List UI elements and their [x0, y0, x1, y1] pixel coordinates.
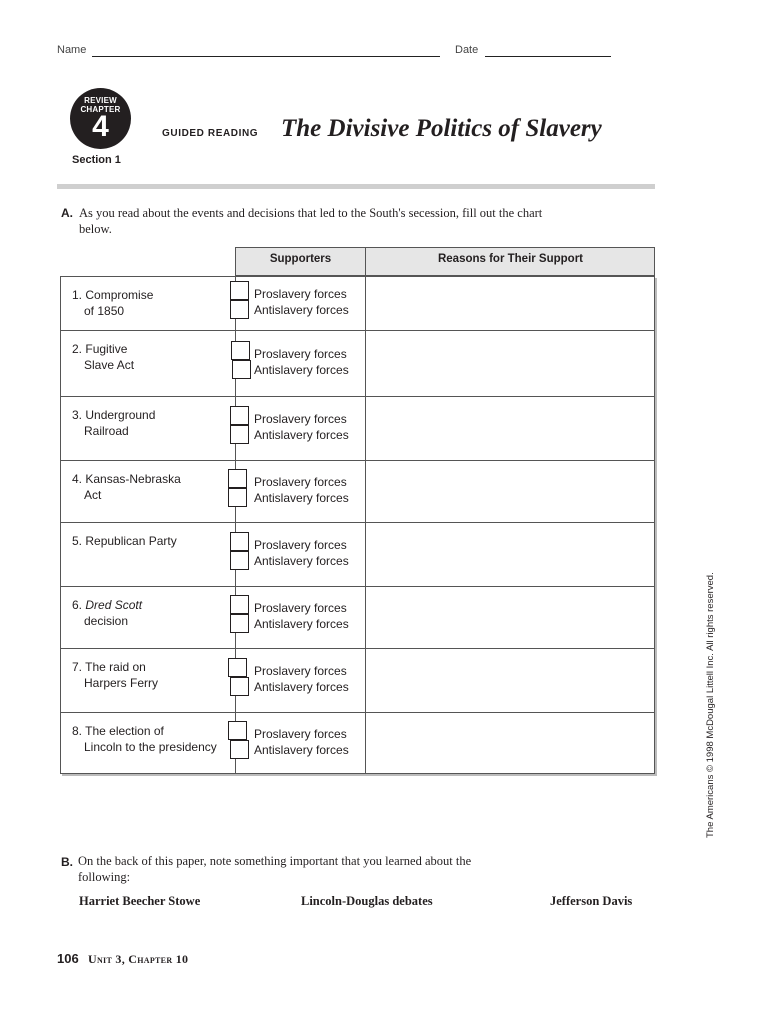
- proslavery-checkbox[interactable]: [230, 595, 249, 614]
- page-title: The Divisive Politics of Slavery: [281, 115, 602, 142]
- event-label: [72, 407, 155, 439]
- proslavery-option-label: Proslavery forces: [254, 287, 347, 301]
- event-number: 4.: [72, 472, 83, 486]
- badge-number: 4: [92, 110, 109, 143]
- proslavery-option-label: Proslavery forces: [254, 347, 347, 361]
- event-number: 1.: [72, 288, 83, 302]
- proslavery-checkbox[interactable]: [228, 469, 247, 488]
- event-label: [72, 533, 177, 549]
- reasons-answer-cell[interactable]: [366, 587, 654, 647]
- event-number: 6.: [72, 598, 83, 612]
- event-name-line1: Compromise: [85, 288, 154, 302]
- antislavery-option-label: Antislavery forces: [254, 680, 349, 694]
- event-label: [72, 597, 142, 629]
- name-field[interactable]: [92, 56, 440, 57]
- event-label: [72, 287, 153, 319]
- event-name-line1: The election of: [85, 724, 164, 738]
- proslavery-option-label: Proslavery forces: [254, 727, 347, 741]
- proslavery-option-label: Proslavery forces: [254, 475, 347, 489]
- reasons-answer-cell[interactable]: [366, 713, 654, 773]
- reasons-answer-cell[interactable]: [366, 331, 654, 395]
- antislavery-checkbox[interactable]: [230, 614, 249, 633]
- antislavery-checkbox[interactable]: [230, 740, 249, 759]
- badge-chapter: CHAPTER: [80, 105, 121, 114]
- event-name-line2: Railroad: [84, 424, 129, 438]
- name-label: Name: [57, 44, 87, 56]
- date-label: Date: [455, 44, 479, 56]
- header-reasons: Reasons for Their Support: [437, 253, 584, 265]
- event-name-line1: Fugitive: [85, 342, 128, 356]
- event-name-line2: decision: [84, 614, 129, 628]
- reasons-answer-cell[interactable]: [366, 523, 654, 585]
- reasons-answer-cell[interactable]: [366, 277, 654, 329]
- event-number: 3.: [72, 408, 83, 422]
- event-label: [72, 659, 158, 691]
- copyright-notice: The Americans © 1998 McDougal Littell Inc. All rights reserved.: [705, 572, 716, 838]
- proslavery-checkbox[interactable]: [228, 658, 247, 677]
- part-b-instructions: On the back of this paper, note something important that you learned about the following:: [78, 854, 472, 884]
- event-name-line2: of 1850: [84, 304, 125, 318]
- antislavery-option-label: Antislavery forces: [254, 303, 349, 317]
- header-supporters: Supporters: [269, 253, 332, 265]
- event-label: [72, 471, 181, 503]
- antislavery-option-label: Antislavery forces: [254, 363, 349, 377]
- event-name-line2: Lincoln to the presidency: [84, 740, 217, 754]
- event-name-line1: Republican Party: [85, 534, 177, 548]
- section-label: Section 1: [72, 154, 121, 166]
- badge-review: REVIEW: [84, 96, 117, 105]
- topic-stowe: Harriet Beecher Stowe: [79, 894, 201, 908]
- proslavery-checkbox[interactable]: [230, 406, 249, 425]
- proslavery-checkbox[interactable]: [228, 721, 247, 740]
- event-name-line1: Underground: [85, 408, 156, 422]
- antislavery-checkbox[interactable]: [228, 488, 247, 507]
- topic-jefferson-davis: Jefferson Davis: [550, 894, 633, 908]
- event-name-line2: Act: [84, 488, 102, 502]
- event-number: 2.: [72, 342, 83, 356]
- antislavery-checkbox[interactable]: [232, 360, 251, 379]
- event-number: 7.: [72, 660, 83, 674]
- event-number: 8.: [72, 724, 83, 738]
- antislavery-option-label: Antislavery forces: [254, 617, 349, 631]
- proslavery-option-label: Proslavery forces: [254, 601, 347, 615]
- event-label: [72, 723, 217, 755]
- antislavery-option-label: Antislavery forces: [254, 491, 349, 505]
- part-b-letter: B.: [61, 855, 73, 869]
- reasons-answer-cell[interactable]: [366, 397, 654, 459]
- antislavery-checkbox[interactable]: [230, 551, 249, 570]
- antislavery-checkbox[interactable]: [230, 300, 249, 319]
- date-field[interactable]: [485, 56, 611, 57]
- proslavery-checkbox[interactable]: [230, 532, 249, 551]
- antislavery-option-label: Antislavery forces: [254, 428, 349, 442]
- antislavery-checkbox[interactable]: [230, 425, 249, 444]
- antislavery-option-label: Antislavery forces: [254, 554, 349, 568]
- reasons-answer-cell[interactable]: [366, 649, 654, 711]
- proslavery-option-label: Proslavery forces: [254, 664, 347, 678]
- part-a-letter: A.: [61, 206, 73, 220]
- event-name-line2: Slave Act: [84, 358, 135, 372]
- proslavery-checkbox[interactable]: [231, 341, 250, 360]
- header-rule: [57, 184, 655, 189]
- event-name-line2: Harpers Ferry: [84, 676, 159, 690]
- proslavery-option-label: Proslavery forces: [254, 538, 347, 552]
- antislavery-checkbox[interactable]: [230, 677, 249, 696]
- guided-reading-label: GUIDED READING: [162, 128, 259, 139]
- reasons-answer-cell[interactable]: [366, 461, 654, 521]
- chapter-badge: [70, 88, 131, 149]
- event-label: [72, 341, 134, 373]
- event-name-line1: Kansas-Nebraska: [85, 472, 181, 486]
- event-number: 5.: [72, 534, 83, 548]
- unit-chapter-label: Unit 3, Chapter 10: [88, 952, 189, 966]
- proslavery-checkbox[interactable]: [230, 281, 249, 300]
- part-a-instructions: As you read about the events and decisions that led to the South's secession, fill out the chart below.: [79, 206, 543, 236]
- proslavery-option-label: Proslavery forces: [254, 412, 347, 426]
- event-name-line1: The raid on: [85, 660, 146, 674]
- page-number: 106: [57, 951, 79, 966]
- antislavery-option-label: Antislavery forces: [254, 743, 349, 757]
- topic-lincoln-douglas: Lincoln-Douglas debates: [301, 894, 433, 908]
- event-name-line1: Dred Scott: [85, 598, 143, 612]
